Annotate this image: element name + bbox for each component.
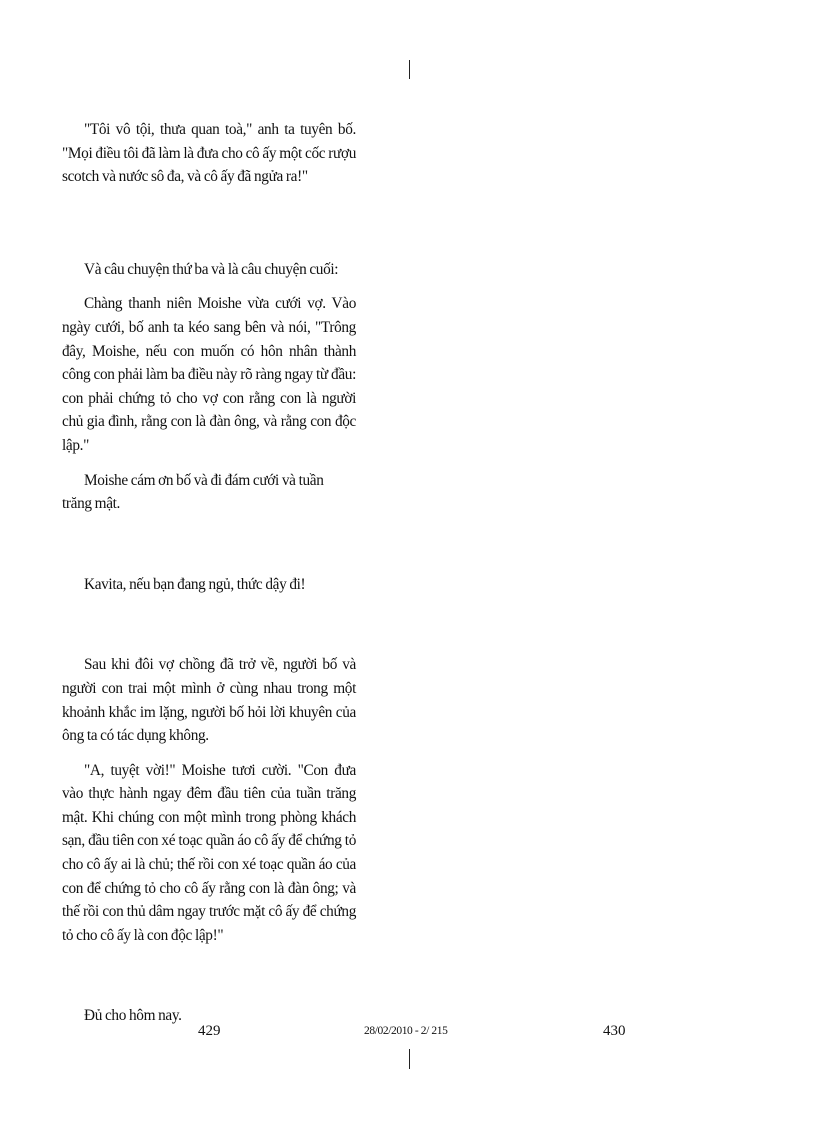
fold-mark-bottom — [409, 1049, 410, 1069]
paragraph-moishe-reply: "A, tuyệt vời!" Moishe tươi cười. "Con đưa vào thực hành ngay đêm đầu tiên của tuần trăng mật. Khi chúng con một mình trong phòng khách sạn, đầu tiên con xé toạc quần áo cô ấy để chứng tỏ cho cô ấy ai là chủ; thế rồi con xé toạc quần áo của con để chứng tỏ cho cô ấy rằng con là đàn ông; và thế rồi con thủ dâm ngay trước mặt cô ấy để chứng tỏ cho cô ấy là con độc lập!" — [62, 761, 356, 944]
paragraph-defendant-quote: "Tôi vô tội, thưa quan toà," anh ta tuyên bố. "Mọi điều tôi đã làm là đưa cho cô ấy một cốc rượu scotch và nước sô đa, và cô ấy đã ngửa ra!" — [62, 121, 356, 186]
paragraph-return: Sau khi đôi vợ chồng đã trở về, người bố và người con trai một mình ở cùng nhau trong một khoảnh khắc im lặng, người bố hỏi lời khuyên của ông ta có tác dụng không. — [62, 656, 356, 745]
paragraph-third-story-intro: Và câu chuyện thứ ba và là câu chuyện cuối: — [84, 260, 339, 278]
footer-date-stamp: 28/02/2010 - 2/ 215 — [364, 1025, 448, 1037]
paragraph-closing: Đủ cho hôm nay. — [84, 1007, 182, 1025]
paragraph-father-advice: Chàng thanh niên Moishe vừa cưới vợ. Vào ngày cưới, bố anh ta kéo sang bên và nói, "Trông đây, Moishe, nếu con muốn có hôn nhân thành công con phải làm ba điều này rõ ràng ngay từ đầu: con phải chứng tỏ cho vợ con rằng con là người chủ gia đình, rằng con là đàn ông, và rằng con độc lập." — [62, 295, 356, 454]
page-number-left: 429 — [198, 1023, 221, 1039]
paragraph-wake-up: Kavita, nếu bạn đang ngủ, thức dậy đi! — [84, 575, 306, 593]
text-column — [62, 118, 356, 1028]
paragraph-honeymoon: Moishe cám ơn bố và đi đám cưới và tuần trăng mật. — [62, 471, 324, 513]
fold-mark-top — [409, 60, 410, 79]
page-number-right: 430 — [603, 1023, 626, 1039]
